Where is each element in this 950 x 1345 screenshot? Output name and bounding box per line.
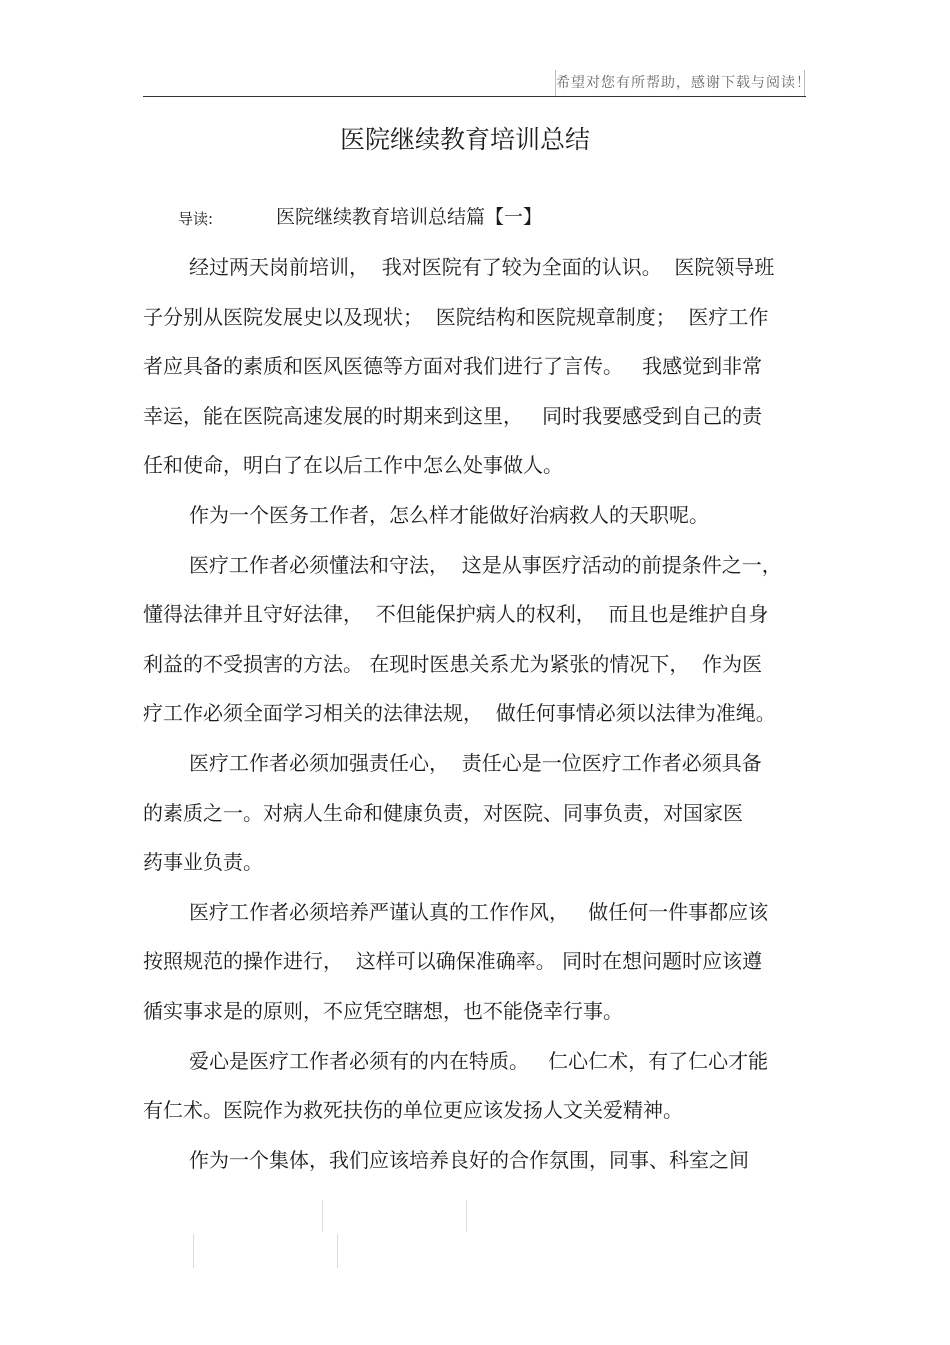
body-line: 爱心是医疗工作者必须有的内在特质。 仁心仁术，有了仁心才能: [189, 1048, 769, 1073]
body-line: 循实事求是的原则，不应凭空瞎想，也不能侥幸行事。: [143, 998, 623, 1023]
document-body: [143, 243, 806, 1185]
lead-text: 医院继续教育培训总结篇【一】: [276, 206, 543, 228]
body-line: 任和使命，明白了在以后工作中怎么处事做人。: [143, 453, 563, 478]
table-fragment-line: [466, 1200, 467, 1232]
body-line: 医疗工作者必须加强责任心， 责任心是一位医疗工作者必须具备: [189, 750, 762, 775]
body-line: 者应具备的素质和医风医德等方面对我们进行了言传。 我感觉到非常: [143, 354, 763, 379]
table-fragment-line: [337, 1234, 338, 1268]
body-line: 疗工作必须全面学习相关的法律法规， 做任何事情必须以法律为准绳。: [143, 701, 776, 726]
header-divider: [143, 96, 806, 97]
body-line: 的素质之一。对病人生命和健康负责，对医院、同事负责，对国家医: [143, 800, 743, 825]
body-line: 作为一个医务工作者，怎么样才能做好治病救人的天职呢。: [189, 502, 709, 527]
body-line: 幸运，能在医院高速发展的时期来到这里， 同时我要感受到自己的责: [143, 403, 763, 428]
body-line: 有仁术。医院作为救死扶伤的单位更应该发扬人文关爱精神。: [143, 1098, 683, 1123]
body-line: 医疗工作者必须懂法和守法， 这是从事医疗活动的前提条件之一，: [189, 552, 782, 577]
document-title: 医院继续教育培训总结: [339, 125, 590, 154]
body-line: 经过两天岗前培训， 我对医院有了较为全面的认识。 医院领导班: [189, 255, 775, 279]
body-line: 按照规范的操作进行， 这样可以确保准确率。 同时在想问题时应该遵: [143, 949, 763, 974]
lead-label: 导读:: [178, 210, 214, 228]
table-fragment-line: [322, 1200, 323, 1232]
body-line: 药事业负责。: [143, 850, 263, 875]
body-line: 子分别从医院发展史以及现状； 医院结构和医院规章制度； 医疗工作: [143, 304, 769, 329]
header-note: 希望对您有所帮助，感谢下载与阅读！: [555, 70, 805, 96]
body-line: 利益的不受损害的方法。 在现时医患关系尤为紧张的情况下， 作为医: [143, 651, 763, 676]
body-line: 作为一个集体，我们应该培养良好的合作氛围，同事、科室之间: [189, 1147, 749, 1172]
table-fragment-line: [193, 1234, 194, 1268]
body-line: 医疗工作者必须培养严谨认真的工作作风， 做任何一件事都应该: [189, 899, 769, 924]
body-line: 懂得法律并且守好法律， 不但能保护病人的权利， 而且也是维护自身: [143, 602, 769, 627]
